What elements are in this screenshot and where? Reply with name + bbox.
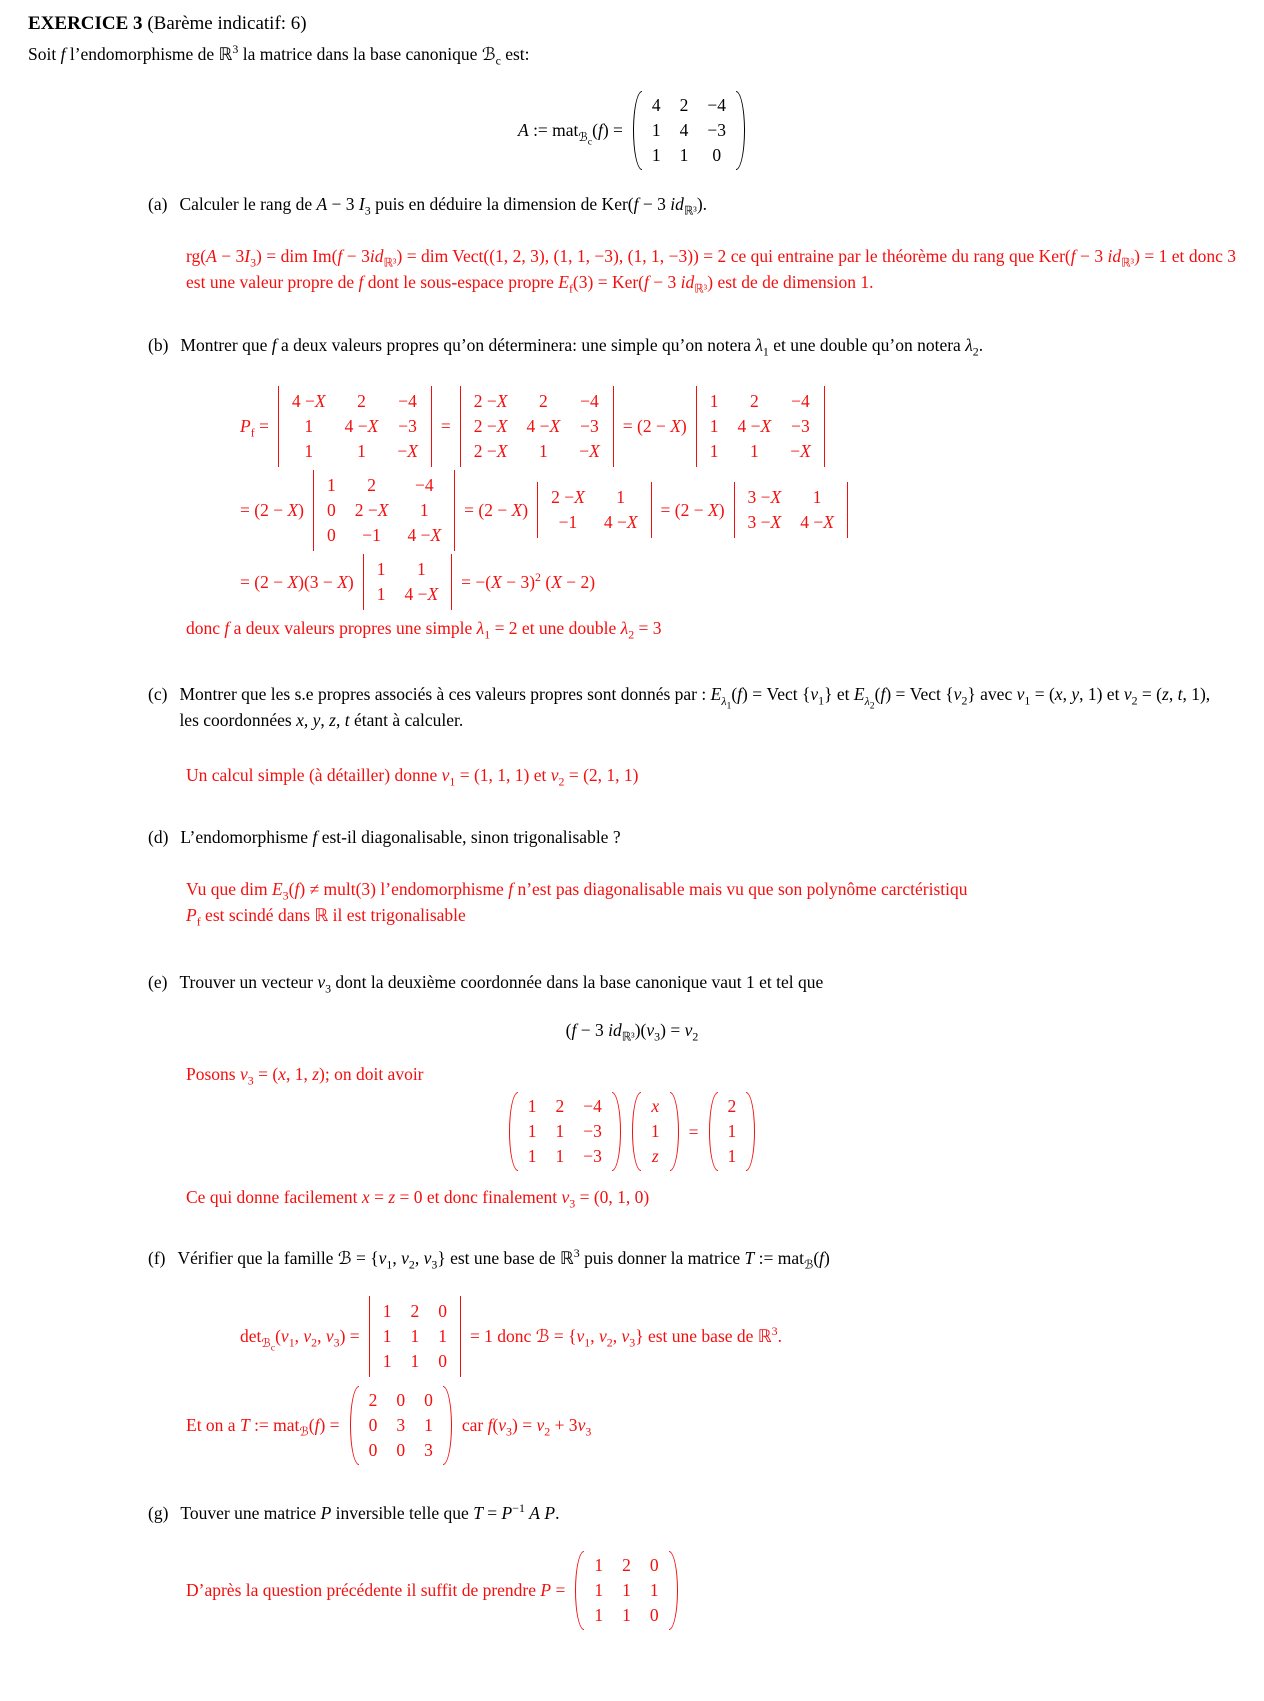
matrix-cell: 0 — [438, 1350, 447, 1371]
matrix-cell: 3 − X — [747, 487, 782, 507]
item-g-question — [148, 1500, 1236, 1526]
item-c-text: Montrer que les s.e propres associés à ces valeurs propres sont donnés par : $E_{\lambda_1}(f)$ = Vect $\{v_1\}$ et $E_{\lambda_2}(f)$ = Vect $\{v_2\}$ avec $v_1 = (x$, y, 1) et $v_2 = (z$, t, 1), les coordonnées x, y, z, t étant à calculer. — [179, 684, 1211, 731]
matrix-cell: −3 — [791, 415, 810, 436]
matrix-cell: 1 — [555, 1146, 565, 1166]
equation-matrix-A — [28, 90, 1236, 171]
matrix-cell: 4 − X — [291, 390, 326, 411]
matrix-cell: 1 — [749, 440, 759, 461]
paren-left-icon — [633, 91, 642, 170]
matrix-cell: 2 — [357, 390, 366, 411]
item-e-label: (e) — [148, 971, 168, 992]
matrix-cell: 1 — [419, 499, 429, 520]
determinant — [734, 482, 848, 538]
item-f-label: (f) — [148, 1247, 166, 1268]
item-f-text: Vérifier que la famille ℬ = {$v_1$, $v_2$, $v_3$} est une base de ℝ$^3$ puis donner la matrice T := mat$_ℬ$(f) — [177, 1245, 830, 1271]
matrix-cell: 4 − X — [404, 583, 439, 604]
matrix — [631, 1091, 680, 1172]
matrix-cell: 1 — [727, 1146, 737, 1166]
item-g-answer-line — [186, 1550, 1236, 1631]
matrix-cell: 1 — [709, 415, 719, 436]
matrix-cell: 1 — [555, 1121, 565, 1141]
matrix-cell: 2 — [727, 1096, 737, 1116]
matrix-cell: 1 — [812, 487, 822, 507]
matrix-cell: z — [651, 1146, 659, 1166]
determinant — [278, 386, 432, 467]
matrix-cell: 1 — [709, 440, 719, 461]
matrix-cell: 4 − X — [737, 415, 772, 436]
matrix-grid — [519, 1091, 611, 1172]
math-text: = (2 − X) — [240, 500, 304, 521]
matrix-cell: 3 — [396, 1414, 406, 1435]
matrix-cell: 2 — [368, 1389, 378, 1410]
matrix-cell: 0 — [649, 1604, 659, 1625]
matrix-grid — [313, 470, 455, 551]
matrix-cell: −4 — [414, 474, 434, 495]
paren-left-icon — [632, 1092, 641, 1171]
item-e-answer-intro: Posons $v_3 = (x$, 1, z); on doit avoir — [186, 1064, 424, 1088]
paren-left-icon — [709, 1092, 718, 1171]
matrix-cell: 1 — [527, 1146, 537, 1166]
math-text: = (2 − X) — [464, 500, 529, 521]
math-text: = $-(X - 3)^2$ (X − 2) — [461, 569, 596, 592]
matrix-cell: 1 — [416, 558, 426, 579]
matrix-cell: 1 — [594, 1604, 604, 1625]
matrix-cell: 1 — [410, 1325, 420, 1346]
matrix-cell: 2 − X — [354, 499, 389, 520]
paren-left-icon — [575, 1551, 584, 1630]
math-text: A := mat$_{ℬ_c}$(f) = — [517, 120, 623, 147]
matrix-cell: 1 — [527, 1096, 537, 1116]
matrix-cell: 1 — [424, 1414, 433, 1435]
determinant — [460, 386, 614, 467]
matrix-cell: 2 — [555, 1096, 565, 1116]
matrix-cell: 4 − X — [526, 415, 561, 436]
item-c-label: (c) — [148, 684, 168, 704]
matrix-cell: 2 — [410, 1300, 420, 1321]
matrix — [574, 1550, 678, 1631]
matrix-cell: 4 − X — [603, 512, 638, 532]
matrix-cell: −1 — [362, 524, 381, 545]
matrix-cell: 4 — [651, 94, 661, 115]
matrix-cell: 1 — [622, 1579, 631, 1600]
matrix — [708, 1091, 757, 1172]
item-a-answer: $rg(A - 3I_3)$ = dim $Im(f - 3id_{ℝ^3})$ = dim Vect((1, 2, 3), (1, 1, −3), (1, 1, −3)) = 2 ce qui entraine par le théorème du rang que Ker(f − 3 $id_{ℝ^3}) = 1$ et donc 3 est une valeur propre de f dont le sous-espace propre $E_f(3) = Ker(f - 3$ $id_{ℝ^3}$) est de de dimension 1. — [186, 246, 1237, 296]
matrix-cell: −4 — [791, 390, 810, 411]
matrix-cell: 1 — [727, 1121, 737, 1141]
matrix-grid — [360, 1385, 442, 1466]
determinant — [363, 554, 452, 610]
matrix-cell: 3 — [424, 1439, 433, 1460]
matrix-cell: 4 — [679, 119, 689, 140]
matrix-cell: 1 — [410, 1350, 420, 1371]
math-text: $\det_{ℬ_c}(v_1$, $v_2$, $v_3$) = — [240, 1326, 360, 1353]
matrix-grid — [643, 90, 735, 171]
matrix-cell: 1 — [538, 440, 548, 461]
matrix-grid — [460, 386, 614, 467]
math-text: $P_f$ = — [240, 416, 269, 440]
math-text: = — [440, 416, 451, 437]
matrix-grid — [537, 482, 651, 538]
intro-line: Soit f l’endomorphisme de ℝ$^3$ la matrice dans la base canonique ℬ$_c$ est: — [28, 41, 530, 67]
item-e-equation — [28, 1017, 1236, 1043]
matrix-cell: 1 — [679, 144, 689, 165]
matrix-cell: 1 — [616, 487, 626, 507]
math-text: Et on a T := mat$_ℬ$(f) = — [186, 1415, 340, 1439]
matrix-grid — [696, 386, 825, 467]
matrix-cell: −4 — [707, 94, 727, 115]
item-f-T-line — [186, 1385, 1236, 1466]
matrix-grid — [278, 386, 432, 467]
matrix-cell: 0 — [326, 499, 336, 520]
matrix-cell: 0 — [424, 1389, 433, 1410]
paren-right-icon — [746, 1092, 755, 1171]
matrix-cell: 1 — [527, 1121, 537, 1141]
matrix-cell: − X — [790, 440, 811, 461]
matrix-cell: 1 — [709, 390, 719, 411]
matrix-cell: −4 — [580, 390, 599, 411]
matrix-cell: 0 — [396, 1439, 406, 1460]
matrix-cell: 2 — [622, 1554, 631, 1575]
matrix-cell: 1 — [438, 1325, 447, 1346]
exercise-header — [28, 10, 1236, 39]
paren-right-icon — [669, 1551, 678, 1630]
matrix-grid — [642, 1091, 669, 1172]
matrix-cell: −3 — [583, 1121, 602, 1141]
matrix — [632, 90, 746, 171]
item-f-question — [148, 1245, 1236, 1272]
matrix-cell: 1 — [376, 583, 386, 604]
matrix-cell: 1 — [651, 119, 661, 140]
matrix-cell: −3 — [583, 1146, 602, 1166]
item-d-answer-line-2: $P_f$ est scindé dans ℝ il est trigonalisable — [186, 905, 466, 929]
matrix-grid — [369, 1296, 461, 1377]
item-b-determinant-line-3 — [240, 554, 1236, 610]
matrix-cell: 4 − X — [344, 415, 379, 436]
matrix-cell: 2 − X — [473, 390, 508, 411]
matrix-cell: 2 − X — [473, 415, 508, 436]
matrix-cell: 1 — [622, 1604, 631, 1625]
matrix-cell: x — [651, 1096, 660, 1116]
math-text: D’après la question précédente il suffit de prendre P = — [186, 1580, 566, 1601]
matrix-cell: 1 — [382, 1350, 392, 1371]
matrix-cell: 0 — [368, 1439, 378, 1460]
math-text: = (2 − X) — [622, 416, 687, 437]
paren-right-icon — [443, 1386, 452, 1465]
matrix-cell: 0 — [712, 144, 722, 165]
item-e-question — [148, 969, 1236, 995]
matrix-cell: 1 — [651, 144, 661, 165]
item-c-question — [148, 681, 1236, 734]
paren-left-icon — [350, 1386, 359, 1465]
matrix-cell: − X — [397, 440, 418, 461]
matrix-cell: 1 — [649, 1579, 659, 1600]
matrix-grid — [719, 1091, 746, 1172]
item-a-text: Calculer le rang de A − 3 $I_3$ puis en déduire la dimension de Ker(f − 3 $id_{ℝ^3}$). — [179, 193, 708, 218]
matrix-grid — [585, 1550, 667, 1631]
matrix-cell: 0 — [396, 1389, 406, 1410]
exercise-title: EXERCICE 3 — [28, 13, 143, 34]
item-d-text: L’endomorphisme f est-il diagonalisable, sinon trigonalisable ? — [180, 826, 621, 847]
matrix-cell: 0 — [649, 1554, 659, 1575]
math-text: = — [688, 1121, 699, 1142]
matrix-cell: 2 − X — [551, 487, 585, 507]
item-a-question — [148, 191, 1236, 217]
determinant — [369, 1296, 461, 1377]
matrix-cell: 0 — [438, 1300, 447, 1321]
matrix-cell: 3 − X — [747, 512, 782, 532]
item-d-question — [148, 824, 1236, 850]
item-b-determinant-line-1 — [240, 386, 1236, 467]
matrix-cell: 1 — [594, 1579, 604, 1600]
math-text: = (2 − X) — [660, 500, 725, 521]
item-a-label: (a) — [148, 193, 168, 214]
matrix-cell: 1 — [650, 1121, 660, 1141]
item-b-conclusion: donc f a deux valeurs propres une simple $\lambda_1 = 2$ et une double $\lambda_2 = 3$ — [186, 617, 662, 641]
item-b-label: (b) — [148, 334, 169, 355]
item-b-question — [148, 332, 1236, 358]
matrix-cell: 1 — [376, 558, 386, 579]
math-text: car $f(v_3) = v_2 + 3v_3$ — [461, 1415, 592, 1439]
math-text: = (2 − X)(3 − X) — [240, 571, 354, 592]
paren-left-icon — [509, 1092, 518, 1171]
paren-right-icon — [612, 1092, 621, 1171]
matrix-cell: 2 — [538, 390, 548, 411]
matrix — [508, 1091, 622, 1172]
matrix-grid — [734, 482, 848, 538]
matrix-cell: −1 — [558, 512, 578, 532]
matrix-cell: 1 — [382, 1300, 392, 1321]
matrix-cell: 1 — [326, 474, 336, 495]
item-d-label: (d) — [148, 826, 169, 847]
matrix-cell: −3 — [707, 119, 727, 140]
item-d-answer-line-1: Vu que dim $E_3(f)$ ≠ mult(3) l’endomorphisme f n’est pas diagonalisable mais vu que son polynôme carctéristiqu — [186, 879, 968, 903]
item-b-text: Montrer que f a deux valeurs propres qu’on déterminera: une simple qu’on notera $\lambda_1$ et une double qu’on notera $\lambda_2$. — [180, 334, 984, 358]
math-text: (f − 3 $id_{ℝ^3})(v_3) = v_2$ — [565, 1019, 699, 1044]
math-text: = 1 donc ℬ = {$v_1$, $v_2$, $v_3$} est une base de ℝ$^3$. — [469, 1323, 782, 1350]
paren-right-icon — [670, 1092, 679, 1171]
paren-right-icon — [736, 91, 745, 170]
matrix-cell: 1 — [304, 440, 314, 461]
item-e-answer-end: Ce qui donne facilement x = z = 0 et donc finalement $v_3 = (0$, 1, 0) — [186, 1187, 650, 1211]
matrix-cell: 4 − X — [800, 512, 834, 532]
matrix-cell: 0 — [326, 524, 336, 545]
item-f-det-line — [240, 1296, 1236, 1377]
matrix-cell: −3 — [580, 415, 599, 436]
exercise-subtitle: (Barème indicatif: 6) — [142, 13, 307, 34]
matrix-grid — [363, 554, 452, 610]
item-c-answer: Un calcul simple (à détailler) donne $v_1 = (1$, 1, 1) et $v_2 = (2$, 1, 1) — [186, 764, 639, 788]
matrix-cell: 1 — [304, 415, 314, 436]
matrix-cell: 2 — [749, 390, 759, 411]
matrix-cell: 2 − X — [473, 440, 508, 461]
determinant — [696, 386, 825, 467]
matrix-cell: 1 — [382, 1325, 392, 1346]
item-e-text: Trouver un vecteur $v_3$ dont la deuxième coordonnée dans la base canonique vaut 1 et tel que — [179, 971, 824, 995]
item-b-determinant-line-2 — [240, 470, 1236, 551]
item-g-text: Touver une matrice P inversible telle que $T = P^{-1}$ A P. — [180, 1500, 560, 1523]
matrix-cell: −4 — [583, 1096, 602, 1116]
matrix-cell: −4 — [398, 390, 417, 411]
matrix-cell: 0 — [368, 1414, 378, 1435]
item-e-matrix-equation — [28, 1091, 1236, 1172]
matrix-cell: 1 — [357, 440, 366, 461]
matrix-cell: 2 — [367, 474, 376, 495]
matrix-cell: 1 — [594, 1554, 604, 1575]
matrix-cell: − X — [579, 440, 600, 461]
determinant — [537, 482, 651, 538]
matrix-cell: 2 — [679, 94, 689, 115]
matrix — [349, 1385, 453, 1466]
item-g-label: (g) — [148, 1502, 169, 1523]
matrix-cell: 4 − X — [407, 524, 442, 545]
matrix-cell: −3 — [398, 415, 417, 436]
determinant — [313, 470, 455, 551]
